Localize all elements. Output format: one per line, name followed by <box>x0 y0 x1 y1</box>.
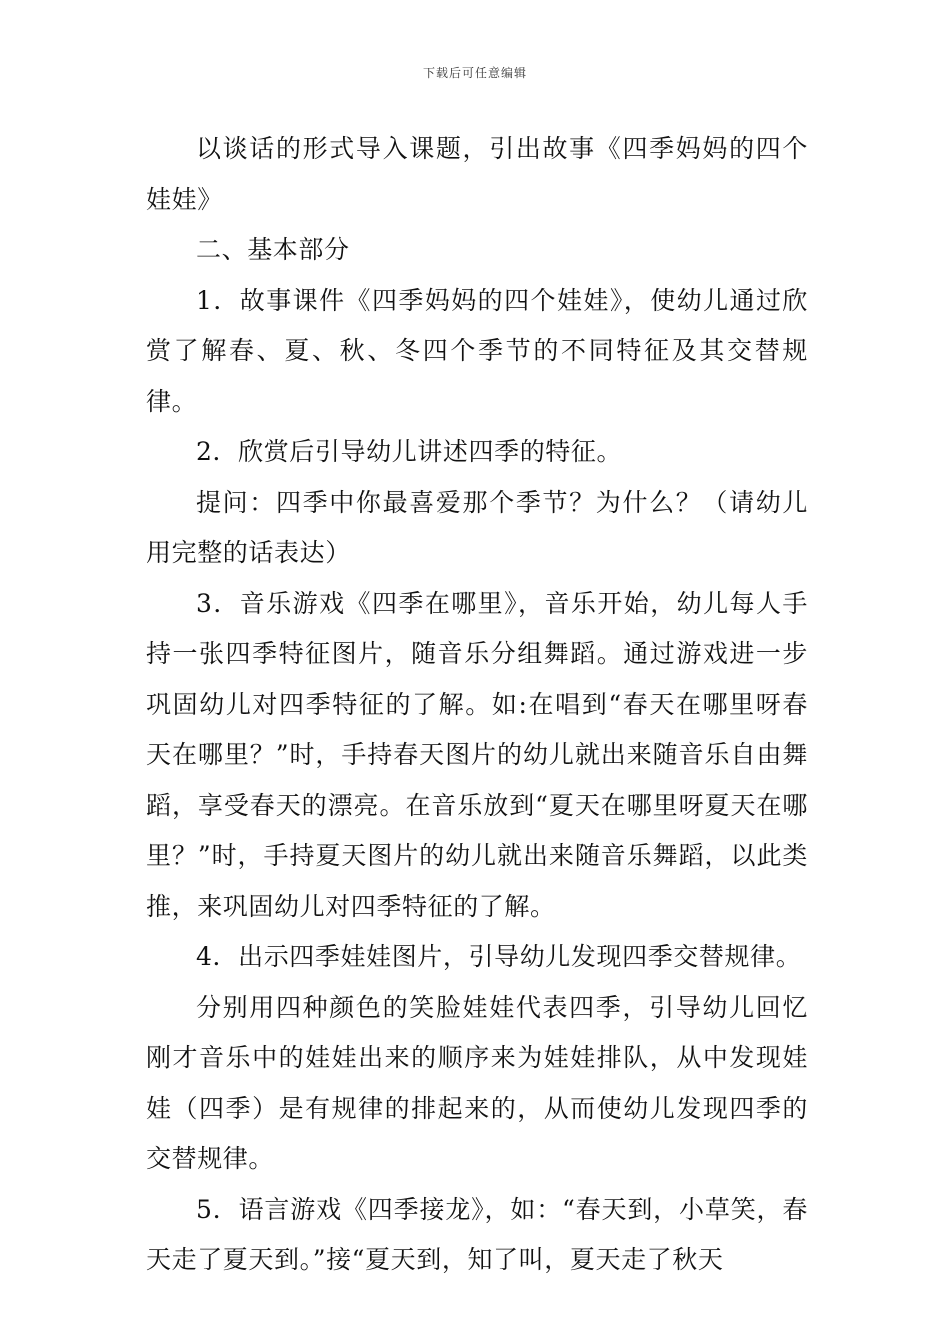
paragraph-step-4-detail: 分别用四种颜色的笑脸娃娃代表四季，引导幼儿回忆刚才音乐中的娃娃出来的顺序来为娃娃排队，从中发现娃娃（四季）是有规律的排起来的，从而使幼儿发现四季的交替规律。 <box>146 992 808 1173</box>
document-body <box>146 124 808 1286</box>
paragraph-step-5: 5．语言游戏《四季接龙》，如：“春天到，小草笑，春天走了夏天到。”接“夏天到，知了叫，夏天走了秋天 <box>146 1194 808 1274</box>
paragraph-intro: 以谈话的形式导入课题，引出故事《四季妈妈的四个娃娃》 <box>146 134 808 214</box>
section-heading-basic: 二、基本部分 <box>196 235 350 264</box>
paragraph-question: 提问：四季中你最喜爱那个季节？为什么？（请幼儿用完整的话表达） <box>146 487 808 567</box>
paragraph-step-3: 3．音乐游戏《四季在哪里》，音乐开始，幼儿每人手持一张四季特征图片，随音乐分组舞蹈。通过游戏进一步巩固幼儿对四季特征的了解。如:在唱到“春天在哪里呀春天在哪里？”时，手持春天图片的幼儿就出来随音乐自由舞蹈，享受春天的漂亮。在音乐放到“夏天在哪里呀夏天在哪里？”时，手持夏天图片的幼儿就出来随音乐舞蹈，以此类推，来巩固幼儿对四季特征的了解。 <box>146 588 808 921</box>
paragraph-step-4: 4．出示四季娃娃图片，引导幼儿发现四季交替规律。 <box>196 942 802 971</box>
paragraph-step-2: 2．欣赏后引导幼儿讲述四季的特征。 <box>196 437 623 466</box>
paragraph-step-1: 1．故事课件《四季妈妈的四个娃娃》，使幼儿通过欣赏了解春、夏、秋、冬四个季节的不同特征及其交替规律。 <box>146 285 808 416</box>
page-header: 下载后可任意编辑 <box>422 66 527 80</box>
